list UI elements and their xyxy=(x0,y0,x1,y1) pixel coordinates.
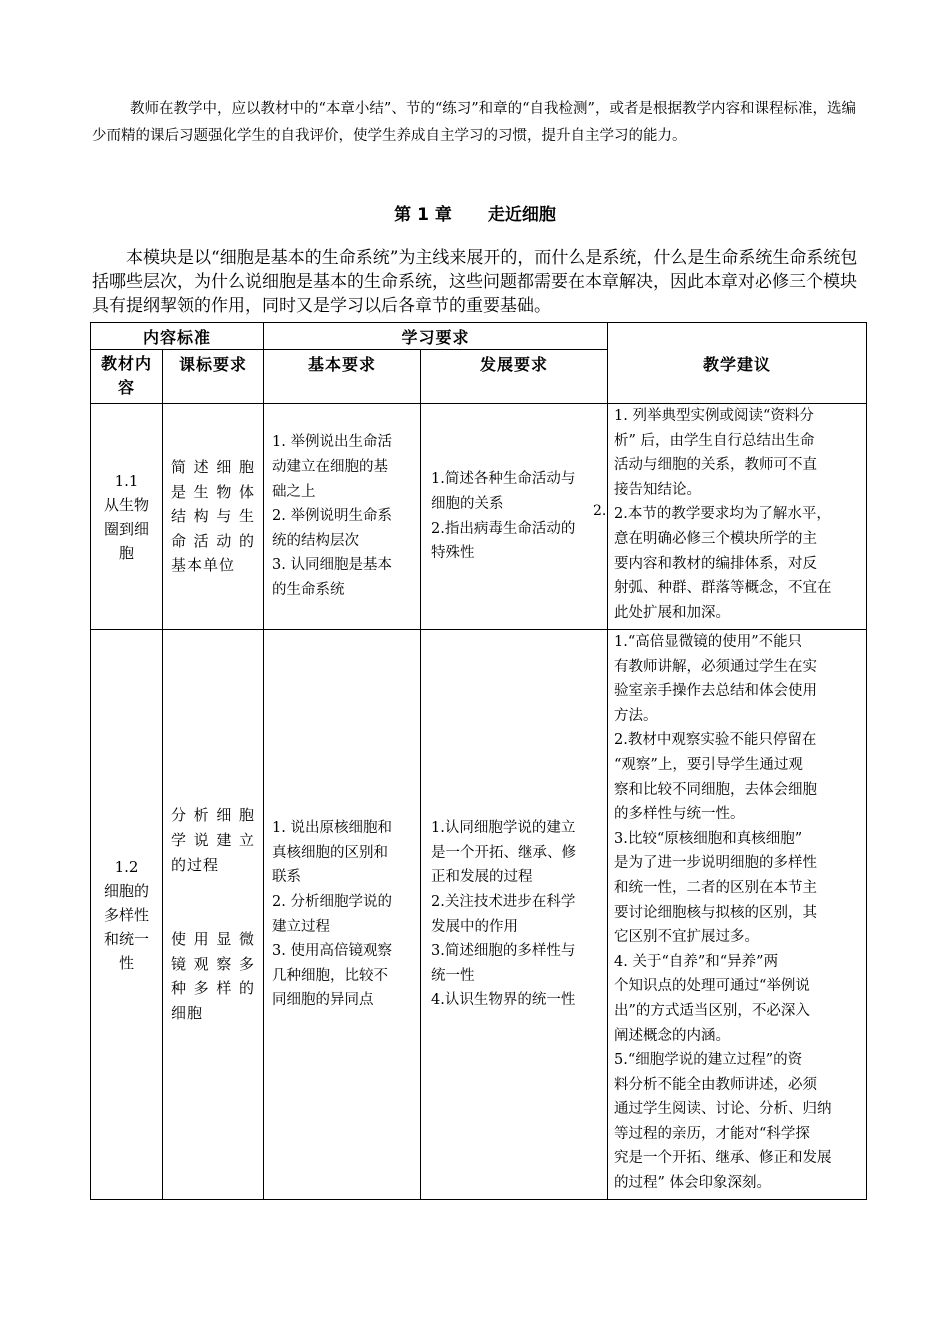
basic-line: 联系 xyxy=(272,869,301,886)
development-line: 发展中的作用 xyxy=(431,918,518,935)
standard-line: 是生物体 xyxy=(171,482,255,501)
textbook-content-cell xyxy=(91,404,163,630)
content-line: 细胞的 xyxy=(103,881,149,900)
basic-requirement-cell xyxy=(264,630,421,1200)
basic-line: 2. 分析细胞学说的 xyxy=(272,893,392,910)
advice-line: 和统一性，二者的区别在本节主 xyxy=(614,879,817,896)
development-line: 1.认同细胞学说的建立 xyxy=(431,820,576,837)
basic-line: 3. 使用高倍镜观察 xyxy=(272,943,392,960)
standard-line: 种多样的 xyxy=(171,979,255,998)
table-row xyxy=(91,404,867,630)
development-line: 4.认识生物界的统一性 xyxy=(431,992,576,1009)
advice-line: 的多样性与统一性。 xyxy=(614,806,745,823)
development-line: 细胞的关系 xyxy=(431,495,504,512)
advice-line: 方法。 xyxy=(614,707,658,724)
spacer xyxy=(171,877,255,927)
advice-line: 1.“高倍显微镜的使用”不能只 xyxy=(614,634,803,650)
basic-line: 3. 认同细胞是基本 xyxy=(272,557,392,574)
basic-line: 础之上 xyxy=(272,483,316,500)
content-line: 从生物 xyxy=(103,495,149,514)
development-line: 特殊性 xyxy=(431,545,475,562)
header-learning-requirement: 学习要求 xyxy=(264,323,608,350)
advice-line: 4. 关于“自养”和“异养”两 xyxy=(614,953,779,970)
advice-line: 等过程的亲历，才能对“科学探 xyxy=(614,1125,810,1142)
chapter-heading xyxy=(0,200,950,225)
advice-line: 要内容和教材的编排体系，对反 xyxy=(614,555,817,572)
advice-line: 察和比较不同细胞，去体会细胞 xyxy=(614,781,817,798)
header-development-requirement: 发展要求 xyxy=(421,350,608,404)
advice-line: 2.本节的教学要求均为了解水平， xyxy=(614,506,831,523)
development-line: 统一性 xyxy=(431,967,475,984)
basic-line: 建立过程 xyxy=(272,918,330,935)
advice-line: 5.“细胞学说的建立过程”的资 xyxy=(614,1052,803,1069)
basic-line: 真核细胞的区别和 xyxy=(272,844,388,861)
development-requirement-cell xyxy=(421,630,608,1200)
standard-line: 命活动的 xyxy=(171,531,255,550)
intro-paragraph: 教师在教学中，应以教材中的“本章小结”、节的“练习”和章的“自我检测”，或者是根据教学内容和课程标准，选编少而精的课后习题强化学生的自我评价，使学生养成自主学习的习惯，提升自主学习的能力。 xyxy=(92,101,856,144)
advice-line: 此处扩展和加深。 xyxy=(614,604,730,621)
curriculum-table xyxy=(90,322,867,1200)
basic-line: 1. 说出原核细胞和 xyxy=(272,820,392,837)
advice-line: 的过程” 体会印象深刻。 xyxy=(614,1175,772,1192)
header-curriculum-requirement: 课标要求 xyxy=(163,350,264,404)
content-line: 胞 xyxy=(118,543,134,562)
advice-line: 意在明确必修三个模块所学的主 xyxy=(614,530,817,547)
content-line: 和统一 xyxy=(103,929,149,948)
advice-line: 出”的方式适当区别，不必深入 xyxy=(614,1002,810,1019)
teaching-advice-cell xyxy=(608,630,867,1200)
standard-line: 细胞 xyxy=(171,1003,204,1022)
standard-line: 学说建立 xyxy=(171,831,255,850)
basic-line: 同细胞的异同点 xyxy=(272,992,374,1009)
teaching-advice-cell xyxy=(608,404,867,630)
chapter-title: 走近细胞 xyxy=(487,205,556,225)
advice-line: 射弧、种群、群落等概念，不宜在 xyxy=(614,580,832,597)
standard-line: 使用显微 xyxy=(171,930,255,949)
content-line: 1.1 xyxy=(114,471,139,490)
advice-line: 它区别不宜扩展过多。 xyxy=(614,929,759,946)
header-basic-requirement: 基本要求 xyxy=(264,350,421,404)
content-line: 多样性 xyxy=(103,905,149,924)
standard-line: 简述细胞 xyxy=(171,458,255,477)
textbook-content-cell xyxy=(91,630,163,1200)
table-row xyxy=(91,630,867,1200)
header-textbook-content: 教材内容 xyxy=(91,350,163,404)
chapter-lead-paragraph: 本模块是以“细胞是基本的生命系统”为主线来展开的，而什么是系统，什么是生命系统生命系统包括哪些层次，为什么说细胞是基本的生命系统，这些问题都需要在本章解决，因此本章对必修三个模块具有提纲挈领的作用，同时又是学习以后各章节的重要基础。 xyxy=(92,248,858,316)
standard-line: 分析细胞 xyxy=(171,806,255,825)
stray-list-mark: 2. xyxy=(593,503,607,519)
content-line: 圈到细 xyxy=(103,519,149,538)
chapter-number: 第 1 章 xyxy=(394,205,452,225)
header-row-1 xyxy=(91,323,867,350)
advice-line: 2.教材中观察实验不能只停留在 xyxy=(614,732,817,749)
advice-line: 3.比较“原核细胞和真核细胞” xyxy=(614,830,803,847)
advice-line: 要讨论细胞核与拟核的区别，其 xyxy=(614,904,817,921)
basic-line: 2. 举例说明生命系 xyxy=(272,508,392,525)
development-line: 1.简述各种生命活动与 xyxy=(431,471,576,488)
standard-line: 结构与生 xyxy=(171,507,255,526)
basic-line: 几种细胞，比较不 xyxy=(272,967,388,984)
standard-line: 基本单位 xyxy=(171,556,236,575)
advice-line: 阐述概念的内涵。 xyxy=(614,1027,730,1044)
advice-line: 1. 列举典型实例或阅读“资料分 xyxy=(614,408,814,424)
development-requirement-cell xyxy=(421,404,608,630)
basic-line: 统的结构层次 xyxy=(272,532,359,549)
content-line: 1.2 xyxy=(114,857,139,876)
advice-line: 料分析不能全由教师讲述，必须 xyxy=(614,1076,817,1093)
advice-line: 接告知结论。 xyxy=(614,481,701,498)
advice-line: “观察”上，要引导学生通过观 xyxy=(614,756,803,773)
advice-line: 通过学生阅读、讨论、分析、归纳 xyxy=(614,1101,832,1118)
header-teaching-advice: 教学建议 xyxy=(608,323,867,404)
advice-line: 验室亲手操作去总结和体会使用 xyxy=(614,683,817,700)
header-content-standard: 内容标准 xyxy=(91,323,264,350)
curriculum-requirement-cell xyxy=(163,404,264,630)
advice-line: 析” 后，由学生自行总结出生命 xyxy=(614,432,815,449)
advice-line: 是为了进一步说明细胞的多样性 xyxy=(614,855,817,872)
development-line: 3.简述细胞的多样性与 xyxy=(431,943,576,960)
advice-line: 究是一个开拓、继承、修正和发展 xyxy=(614,1150,832,1167)
basic-line: 的生命系统 xyxy=(272,581,345,598)
development-line: 2.指出病毒生命活动的 xyxy=(431,520,576,537)
development-line: 是一个开拓、继承、修 xyxy=(431,844,576,861)
basic-line: 动建立在细胞的基 xyxy=(272,459,388,476)
basic-line: 1. 举例说出生命活 xyxy=(272,434,392,451)
standard-line: 的过程 xyxy=(171,855,220,874)
content-line: 性 xyxy=(118,953,134,972)
curriculum-requirement-cell xyxy=(163,630,264,1200)
advice-line: 活动与细胞的关系，教师可不直 xyxy=(614,457,817,474)
standard-line: 镜观察多 xyxy=(171,954,255,973)
basic-requirement-cell xyxy=(264,404,421,630)
development-line: 正和发展的过程 xyxy=(431,869,533,886)
advice-line: 个知识点的处理可通过“举例说 xyxy=(614,978,810,995)
development-line: 2.关注技术进步在科学 xyxy=(431,893,576,910)
advice-line: 有教师讲解，必须通过学生在实 xyxy=(614,658,817,675)
